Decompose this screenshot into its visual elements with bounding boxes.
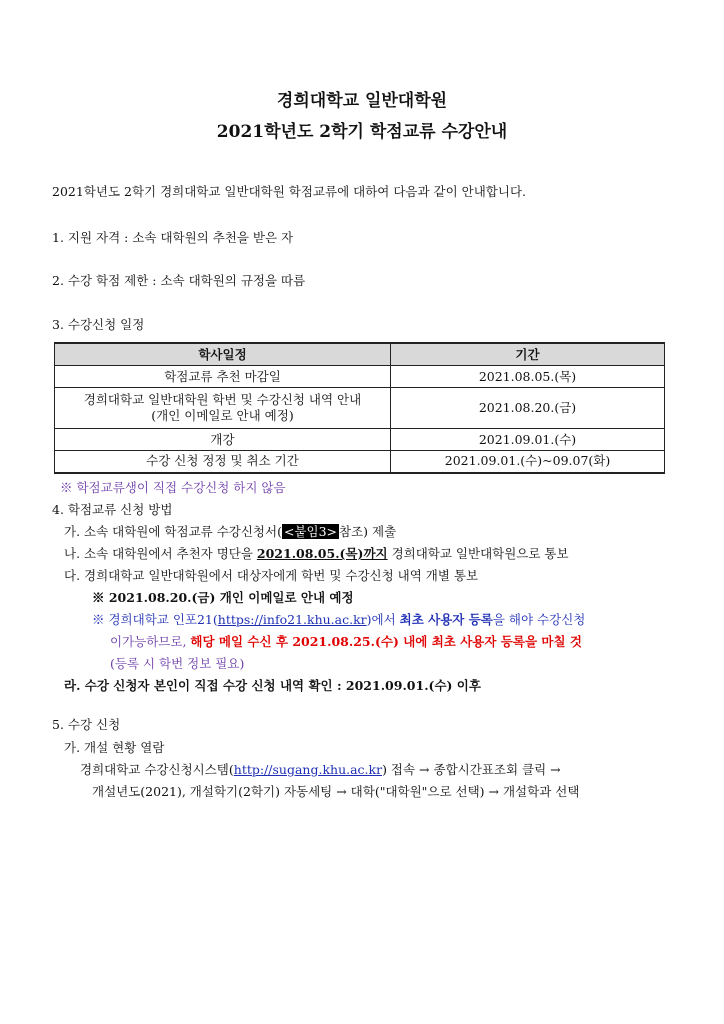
item-4-heading: 4. 학점교류 신청 방법 — [52, 502, 173, 517]
row-period: 2021.09.01.(수) — [391, 429, 665, 451]
row-period: 2021.08.20.(금) — [391, 388, 665, 429]
item-5-a-line2: 개설년도(2021), 개설학기(2학기) 자동세팅 → 대학("대학원"으로 선택) → 개설학과 선택 — [92, 784, 580, 799]
table-row — [55, 366, 665, 388]
registration-deadline-warning: 해당 메일 수신 후 2021.08.25.(수) 내에 최초 사용자 등록을 마칠 것 — [190, 634, 582, 649]
item-4-c-note-registration: ※ 경희대학교 인포21(https://info21.khu.ac.kr)에서 최초 사용자 등록을 해야 수강신청 — [92, 612, 586, 627]
item-4-a: 가. 소속 대학원에 학점교류 수강신청서( <붙임3> 참조) 제출 — [64, 524, 397, 539]
item-4-c-note-student-id: (등록 시 학번 정보 필요) — [110, 656, 245, 671]
attachment-tag: <붙임3> — [283, 524, 338, 539]
item-3-heading: 3. 수강신청 일정 — [52, 317, 145, 332]
item-5-heading: 5. 수강 신청 — [52, 717, 121, 732]
table-note: ※ 학점교류생이 직접 수강신청 하지 않음 — [60, 480, 286, 495]
page-title: 경희대학교 일반대학원 — [276, 91, 448, 111]
item-5-a-line1: 경희대학교 수강신청시스템(http://sugang.khu.ac.kr) 접속 → 종합시간표조회 클릭 → — [80, 762, 561, 777]
intro-text: 2021학년도 2학기 경희대학교 일반대학원 학점교류에 대하여 다음과 같이 안내합니다. — [52, 184, 527, 199]
row-event-line1: 경희대학교 일반대학원 학번 및 수강신청 내역 안내 — [83, 392, 362, 407]
row-event: 학점교류 추천 마감일 — [55, 366, 391, 388]
item-1-eligibility: 1. 지원 자격 : 소속 대학원의 추천을 받은 자 — [52, 230, 294, 245]
item-2-credit-limit: 2. 수강 학점 제한 : 소속 대학원의 규정을 따름 — [52, 273, 306, 288]
item-4-c-note-email: ※ 2021.08.20.(금) 개인 이메일로 안내 예정 — [92, 590, 354, 605]
row-event: 수강 신청 정정 및 취소 기간 — [55, 451, 391, 473]
sugang-link[interactable]: http://sugang.khu.ac.kr — [233, 762, 383, 777]
item-4-c-note-deadline: 이가능하므로, 해당 메일 수신 후 2021.08.25.(수) 내에 최초 사용자 등록을 마칠 것 — [110, 634, 582, 649]
table-row — [55, 451, 665, 473]
row-period: 2021.09.01.(수)~09.07(화) — [391, 451, 665, 473]
row-period: 2021.08.05.(목) — [391, 366, 665, 388]
deadline-date: 2021.08.05.(목)까지 — [256, 546, 388, 561]
item-5-a: 가. 개설 현황 열람 — [64, 740, 165, 755]
header-period: 기간 — [391, 343, 665, 366]
item-4-b: 나. 소속 대학원에서 추천자 명단을 2021.08.05.(목)까지 경희대학교 일반대학원으로 통보 — [64, 546, 569, 561]
table-row — [55, 388, 665, 429]
header-schedule: 학사일정 — [55, 343, 391, 366]
page-subtitle: 2021학년도 2학기 학점교류 수강안내 — [216, 122, 508, 142]
row-event: 개강 — [55, 429, 391, 451]
schedule-table — [54, 342, 665, 474]
item-4-c: 다. 경희대학교 일반대학원에서 대상자에게 학번 및 수강신청 내역 개별 통보 — [64, 568, 479, 583]
table-header-row — [55, 343, 665, 366]
table-row — [55, 429, 665, 451]
item-4-d: 라. 수강 신청자 본인이 직접 수강 신청 내역 확인 : 2021.09.01.(수) 이후 — [64, 678, 481, 693]
row-event-line2: (개인 이메일로 안내 예정) — [151, 408, 294, 423]
row-event — [55, 388, 391, 429]
info21-link[interactable]: https://info21.khu.ac.kr — [217, 612, 367, 627]
